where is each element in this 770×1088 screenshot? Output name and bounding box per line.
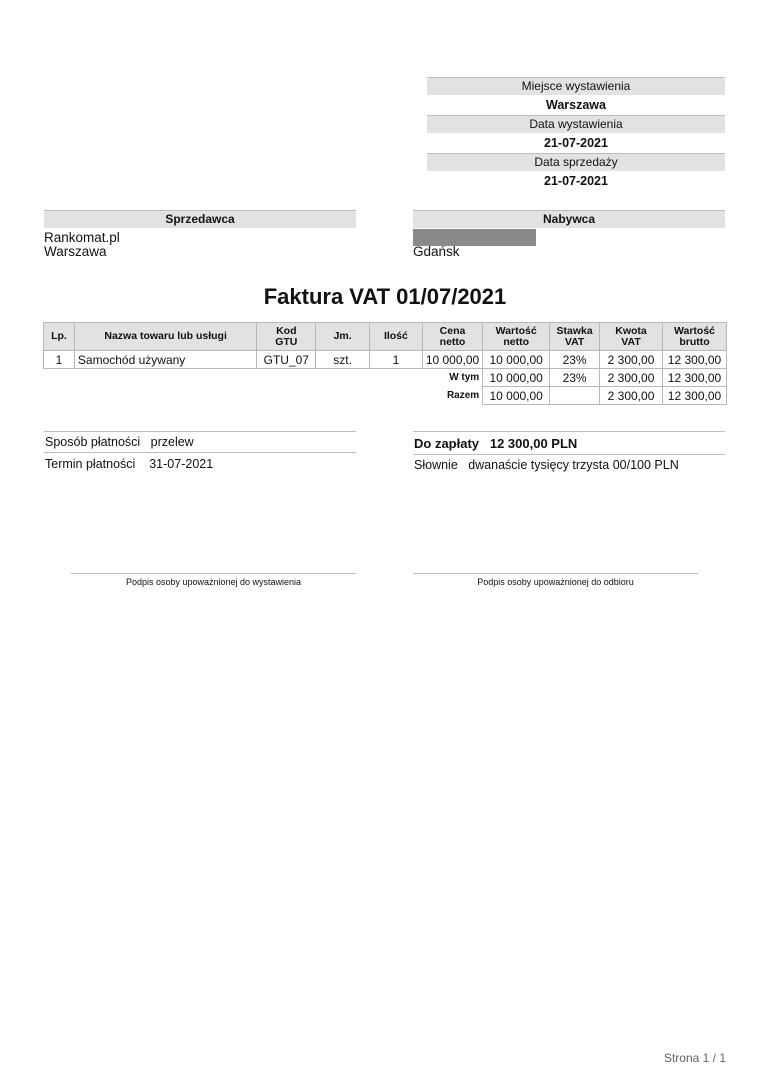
- payment-term: 31-07-2021: [149, 457, 214, 471]
- col-unit: Jm.: [316, 323, 370, 351]
- invoice-title: Faktura VAT 01/07/2021: [263, 284, 507, 309]
- payment-term-row: [45, 457, 213, 471]
- in-that-gross: 12 300,00: [662, 369, 726, 387]
- in-that-vat: 2 300,00: [600, 369, 663, 387]
- issue-place: Warszawa: [546, 98, 606, 112]
- table-row: [44, 351, 727, 369]
- in-that-rate: 23%: [550, 369, 600, 387]
- col-rate: Stawka VAT: [550, 323, 600, 351]
- total-rate: [550, 387, 600, 405]
- cell-name: Samochód używany: [74, 351, 256, 369]
- issuer-signature-line: [71, 573, 356, 574]
- in-that-net: 10 000,00: [483, 369, 550, 387]
- cell-qty: 1: [370, 351, 423, 369]
- amount-due: 12 300,00 PLN: [489, 436, 578, 451]
- total-gross: 12 300,00: [662, 387, 726, 405]
- due-rule-top: [413, 431, 725, 432]
- issue-date-label: Data wystawienia: [427, 115, 725, 133]
- seller-city: Warszawa: [44, 244, 107, 259]
- seller-section: [44, 210, 356, 259]
- sale-date-label: Data sprzedaży: [427, 153, 725, 171]
- issue-place-label: Miejsce wystawienia: [427, 77, 725, 95]
- buyer-city: Gdańsk: [413, 244, 460, 259]
- cell-gtu: GTU_07: [257, 351, 316, 369]
- col-qty: Ilość: [370, 323, 423, 351]
- invoice-meta: [427, 77, 725, 191]
- seller-name: Rankomat.pl: [44, 230, 120, 245]
- due-rule-mid: [413, 454, 725, 455]
- issuer-signature-label: Podpis osoby upoważnionej do wystawienia: [125, 577, 302, 587]
- col-gross: Wartość brutto: [662, 323, 726, 351]
- cell-lp: 1: [44, 351, 75, 369]
- col-name: Nazwa towaru lub usługi: [74, 323, 256, 351]
- total-row: [44, 387, 727, 405]
- payment-term-label: Termin płatności: [45, 457, 136, 471]
- amount-due-row: [414, 436, 577, 451]
- total-label: Razem: [446, 390, 480, 401]
- amount-due-label: Do zapłaty: [414, 436, 480, 451]
- total-vat: 2 300,00: [600, 387, 663, 405]
- table-header-row: [44, 323, 727, 351]
- in-that-label: W tym: [449, 372, 480, 384]
- col-price: Cena netto: [422, 323, 482, 351]
- items-table: [43, 322, 727, 405]
- cell-unit: szt.: [316, 351, 370, 369]
- col-vat: Kwota VAT: [600, 323, 663, 351]
- seller-heading: Sprzedawca: [44, 210, 356, 228]
- cell-net: 10 000,00: [483, 351, 550, 369]
- amount-words-label: Słownie: [414, 458, 458, 472]
- payment-rule-top: [44, 431, 356, 432]
- issue-date: 21-07-2021: [544, 136, 608, 150]
- payment-method-label: Sposób płatności: [45, 435, 141, 449]
- cell-vat: 2 300,00: [600, 351, 663, 369]
- sale-date: 21-07-2021: [544, 174, 608, 188]
- buyer-section: [413, 210, 725, 259]
- page-number: Strona 1 / 1: [663, 1051, 726, 1065]
- receiver-signature-line: [413, 573, 698, 574]
- payment-method-row: [45, 435, 194, 449]
- total-net: 10 000,00: [483, 387, 550, 405]
- in-that-row: [44, 369, 727, 387]
- cell-price: 10 000,00: [422, 351, 482, 369]
- amount-words: dwanaście tysięcy trzysta 00/100 PLN: [468, 458, 679, 472]
- payment-method: przelew: [150, 435, 194, 449]
- amount-words-row: [414, 458, 679, 472]
- col-net: Wartość netto: [483, 323, 550, 351]
- payment-rule-mid: [44, 452, 356, 453]
- col-gtu: Kod GTU: [257, 323, 316, 351]
- col-lp: Lp.: [44, 323, 75, 351]
- receiver-signature-label: Podpis osoby upoważnionej do odbioru: [477, 577, 634, 587]
- cell-gross: 12 300,00: [662, 351, 726, 369]
- buyer-heading: Nabywca: [413, 210, 725, 228]
- cell-rate: 23%: [550, 351, 600, 369]
